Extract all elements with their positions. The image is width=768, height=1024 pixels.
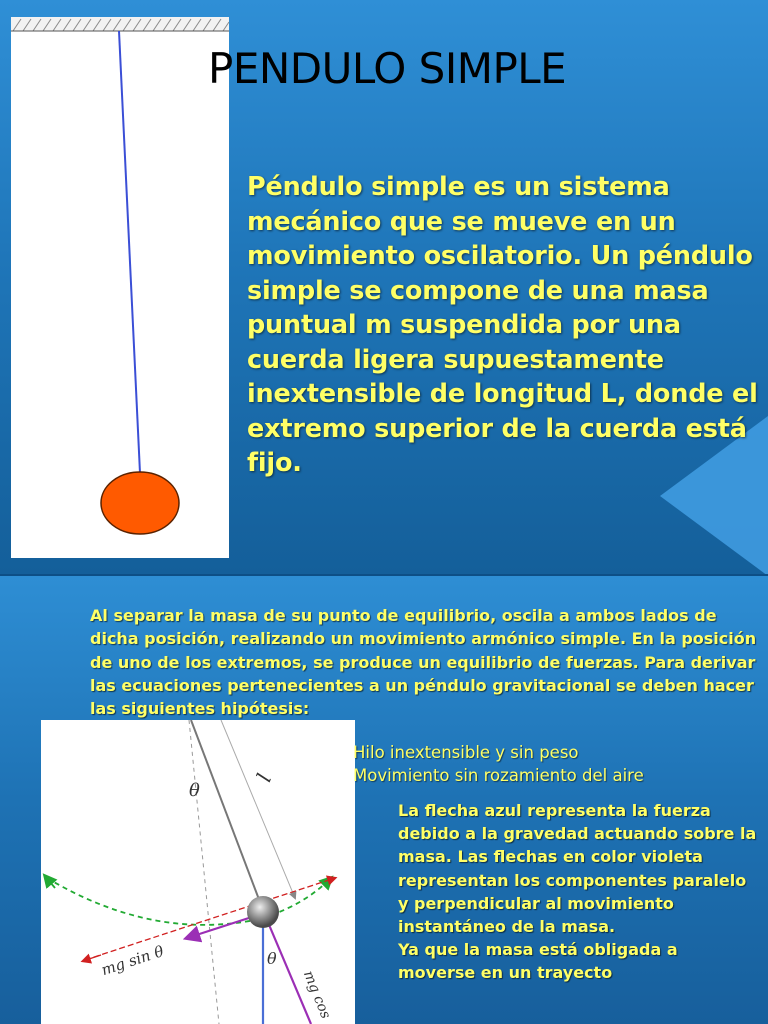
force-parallel-label: mg sin θ	[99, 942, 166, 980]
length-label: l	[251, 770, 277, 786]
definition-text: Péndulo simple es un sistema mecánico que se mueve en un movimiento oscilatorio. Un péndulo simple se compone de una masa puntual m suspendida por una cuerda ligera supuestamente inextensible de longitud L, donde el extremo superior de la cuerda está fijo.	[247, 172, 758, 478]
explanation-paragraph: Ya que la masa está obligada a moverse en un trayecto	[398, 940, 678, 983]
pendulum-bob	[101, 472, 179, 534]
forces-explanation	[398, 799, 758, 985]
swing-arc-left-arrow	[45, 876, 55, 888]
pendulum-illustration	[11, 17, 229, 558]
tangent-line-left-arrow	[83, 955, 101, 961]
explanation-paragraph: La flecha azul representa la fuerza debido a la gravedad actuando sobre la masa. Las flechas en color violeta representan los componentes paralelo y perpendicular al movimiento instantáneo de la masa.	[398, 801, 757, 937]
hypotheses-intro: Al separar la masa de su punto de equilibrio, oscila a ambos lados de dicha posición, realizando un movimiento armónico simple. En la posición de uno de los extremos, se produce un equilibrio de fuerzas. Para derivar las ecuaciones pertenecientes a un péndulo gravitacional se deben hacer las siguientes hipótesis:	[90, 606, 757, 719]
pendulum-string	[119, 31, 140, 473]
slide-title: PENDULO SIMPLE	[208, 44, 567, 93]
diagram-mass	[247, 896, 279, 928]
pendulum-ceiling	[11, 17, 229, 31]
hypothesis-item: Movimiento sin rozamiento del aire	[353, 766, 644, 785]
swing-arc	[47, 878, 331, 925]
force-perpendicular-label: mg cos	[299, 968, 334, 1022]
vertical-reference-line	[189, 720, 219, 1024]
theta-bottom-label: θ	[267, 949, 277, 968]
theta-top-label: θ	[189, 780, 200, 801]
tangent-line	[85, 878, 335, 960]
diagram-string	[191, 720, 263, 910]
length-arrow	[221, 720, 295, 898]
forces-diagram	[41, 720, 355, 1024]
hypothesis-item: Hilo inextensible y sin peso	[353, 743, 579, 762]
parallel-component-arrow	[187, 916, 255, 938]
